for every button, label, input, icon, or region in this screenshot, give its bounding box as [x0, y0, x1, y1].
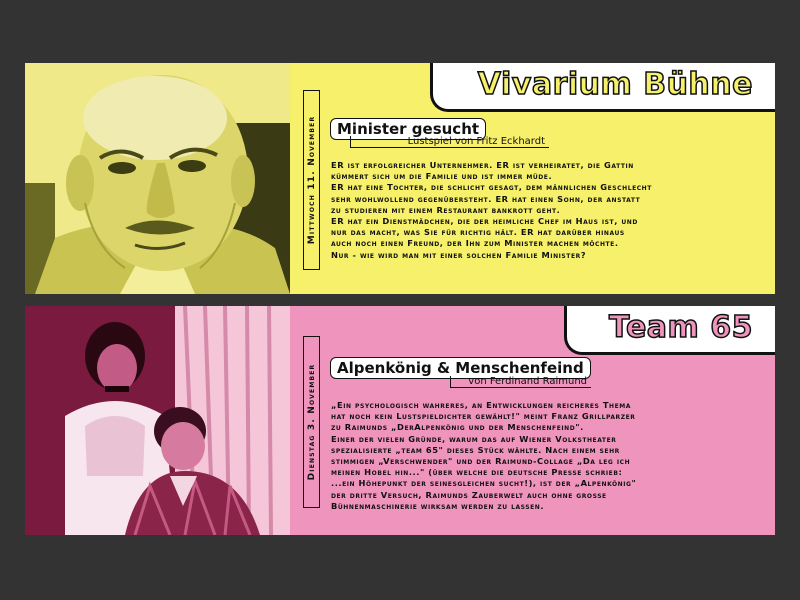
venue-name: Vivarium Bühne	[477, 67, 753, 102]
venue-banner	[564, 306, 775, 355]
event-panel	[290, 306, 775, 535]
play-title: Alpenkönig & Menschenfeind	[330, 357, 591, 379]
event-panel	[290, 63, 775, 294]
event-date: Mittwoch 11. November	[303, 90, 320, 270]
play-author: Lustspiel von Fritz Eckhardt	[350, 136, 549, 148]
venue-banner	[430, 63, 775, 112]
event-card-team65	[25, 306, 775, 535]
event-date: Dienstag 3. November	[303, 336, 320, 508]
play-description: ER ist erfolgreicher Unternehmer. ER ist verheiratet, die Gattin kümmert sich um die Familie und ist immer müde. ER hat eine Tochter, die schlicht gesagt, dem männlichen Geschlecht sehr wohlwollend gegenübersteht. ER hat einen Sohn, der anstatt zu studieren mit einem Restaurant bankrott geht. ER hat ein Dienstmädchen, die der heimliche Chef im Haus ist, und nur das macht, was Sie für richtig hält. ER hat darüber hinaus auch noch einen Freund, der Ihn zum Minister machen möchte. Nur - wie wird man mit einer solchen Familie Minister?	[331, 160, 652, 260]
play-description: „Ein psychologisch wahreres, an Entwicklungen reicheres Thema hat noch kein Lustspieldichter gewählt!" meint Franz Grillparzer zu Raimunds „DerAlpenkönig und der Menschenfeind". Einer der vielen Gründe, warum das auf Wiener Volkstheater spezialisierte „team 65" dieses Stück wählte. Nach einem sehr stimmigen „Verschwender" und der Raimund-Collage „Da leg ich meinen Hobel hin..." (über welche die deutsche Presse schrieb: ...ein Höhepunkt der seinesgleichen sucht!), ist der „Alpenkönig" der dritte Versuch, Raimunds Zauberwelt auch ohne grosse Bühnenmaschinerie wirksam werden zu lassen.	[331, 400, 637, 511]
play-author: von Ferdinand Raimund	[450, 376, 591, 388]
stage-photo	[25, 306, 290, 535]
venue-name: Team 65	[608, 310, 753, 345]
play-title: Minister gesucht	[330, 118, 486, 140]
event-card-vivarium	[25, 63, 775, 294]
portrait-photo	[25, 63, 290, 294]
